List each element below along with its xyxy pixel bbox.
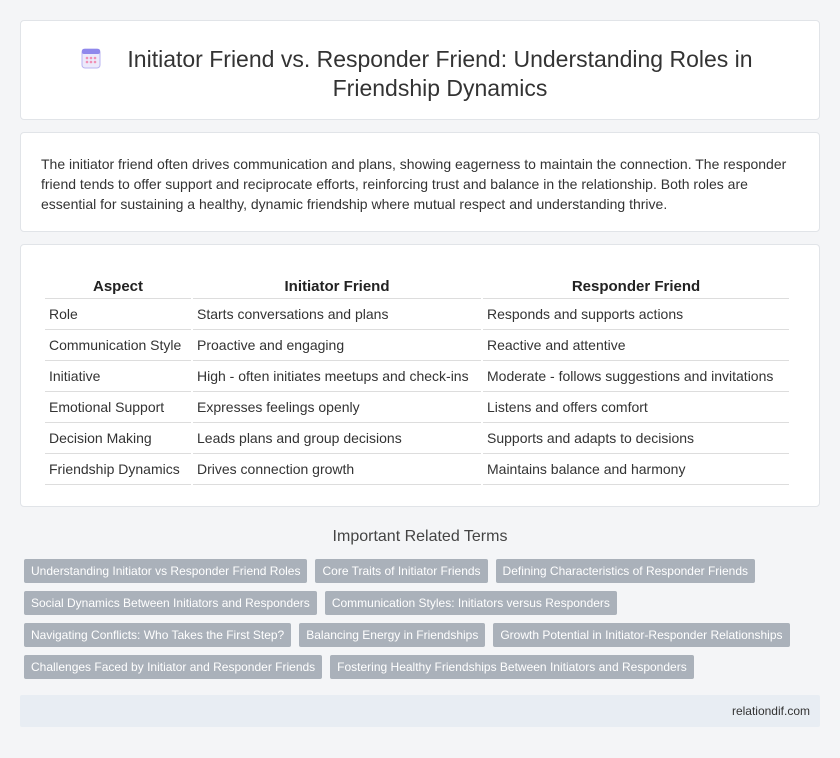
table-cell: Role <box>45 299 191 330</box>
table-row <box>45 299 789 330</box>
header-initiator: Initiator Friend <box>193 275 481 299</box>
table-row <box>45 454 789 485</box>
table-header-row <box>45 275 789 299</box>
table-cell: Moderate - follows suggestions and invitations <box>483 361 789 392</box>
comparison-table-card <box>20 244 820 507</box>
table-cell: Responds and supports actions <box>483 299 789 330</box>
table-row <box>45 423 789 454</box>
related-terms-list <box>24 559 820 679</box>
header-aspect: Aspect <box>45 275 191 299</box>
table-cell: Decision Making <box>45 423 191 454</box>
related-term-tag[interactable]: Growth Potential in Initiator-Responder Relationships <box>493 623 789 647</box>
related-terms-heading: Important Related Terms <box>332 528 508 545</box>
table-cell: Starts conversations and plans <box>193 299 481 330</box>
related-term-tag[interactable]: Defining Characteristics of Responder Friends <box>496 559 755 583</box>
table-row <box>45 361 789 392</box>
site-link[interactable]: relationdif.com <box>731 704 810 718</box>
intro-paragraph: The initiator friend often drives communication and plans, showing eagerness to maintain the connection. The responder friend tends to offer support and reciprocate efforts, reinforcing trust and balance in the relationship. Both roles are essential for sustaining a healthy, dynamic friendship where mutual respect and understanding thrive. <box>41 156 787 212</box>
table-row <box>45 330 789 361</box>
related-term-tag[interactable]: Understanding Initiator vs Responder Friend Roles <box>24 559 307 583</box>
related-term-tag[interactable]: Challenges Faced by Initiator and Responder Friends <box>24 655 322 679</box>
header-responder: Responder Friend <box>483 275 789 299</box>
table-cell: Proactive and engaging <box>193 330 481 361</box>
related-term-tag[interactable]: Balancing Energy in Friendships <box>299 623 485 647</box>
title-card <box>20 20 820 120</box>
table-cell: Leads plans and group decisions <box>193 423 481 454</box>
page-title: Initiator Friend vs. Responder Friend: Understanding Roles in Friendship Dynamics <box>127 46 753 101</box>
table-cell: Listens and offers comfort <box>483 392 789 423</box>
comparison-table <box>43 275 791 485</box>
related-term-tag[interactable]: Social Dynamics Between Initiators and Responders <box>24 591 317 615</box>
table-cell: Drives connection growth <box>193 454 481 485</box>
related-term-tag[interactable]: Communication Styles: Initiators versus Responders <box>325 591 617 615</box>
related-term-tag[interactable]: Navigating Conflicts: Who Takes the First Step? <box>24 623 291 647</box>
table-cell: Communication Style <box>45 330 191 361</box>
table-cell: Supports and adapts to decisions <box>483 423 789 454</box>
footer <box>20 695 820 727</box>
table-cell: Emotional Support <box>45 392 191 423</box>
related-term-tag[interactable]: Fostering Healthy Friendships Between Initiators and Responders <box>330 655 694 679</box>
table-cell: Expresses feelings openly <box>193 392 481 423</box>
table-cell: High - often initiates meetups and check-ins <box>193 361 481 392</box>
related-term-tag[interactable]: Core Traits of Initiator Friends <box>315 559 487 583</box>
table-cell: Maintains balance and harmony <box>483 454 789 485</box>
table-cell: Friendship Dynamics <box>45 454 191 485</box>
intro-card <box>20 132 820 232</box>
table-cell: Reactive and attentive <box>483 330 789 361</box>
table-cell: Initiative <box>45 361 191 392</box>
table-row <box>45 392 789 423</box>
